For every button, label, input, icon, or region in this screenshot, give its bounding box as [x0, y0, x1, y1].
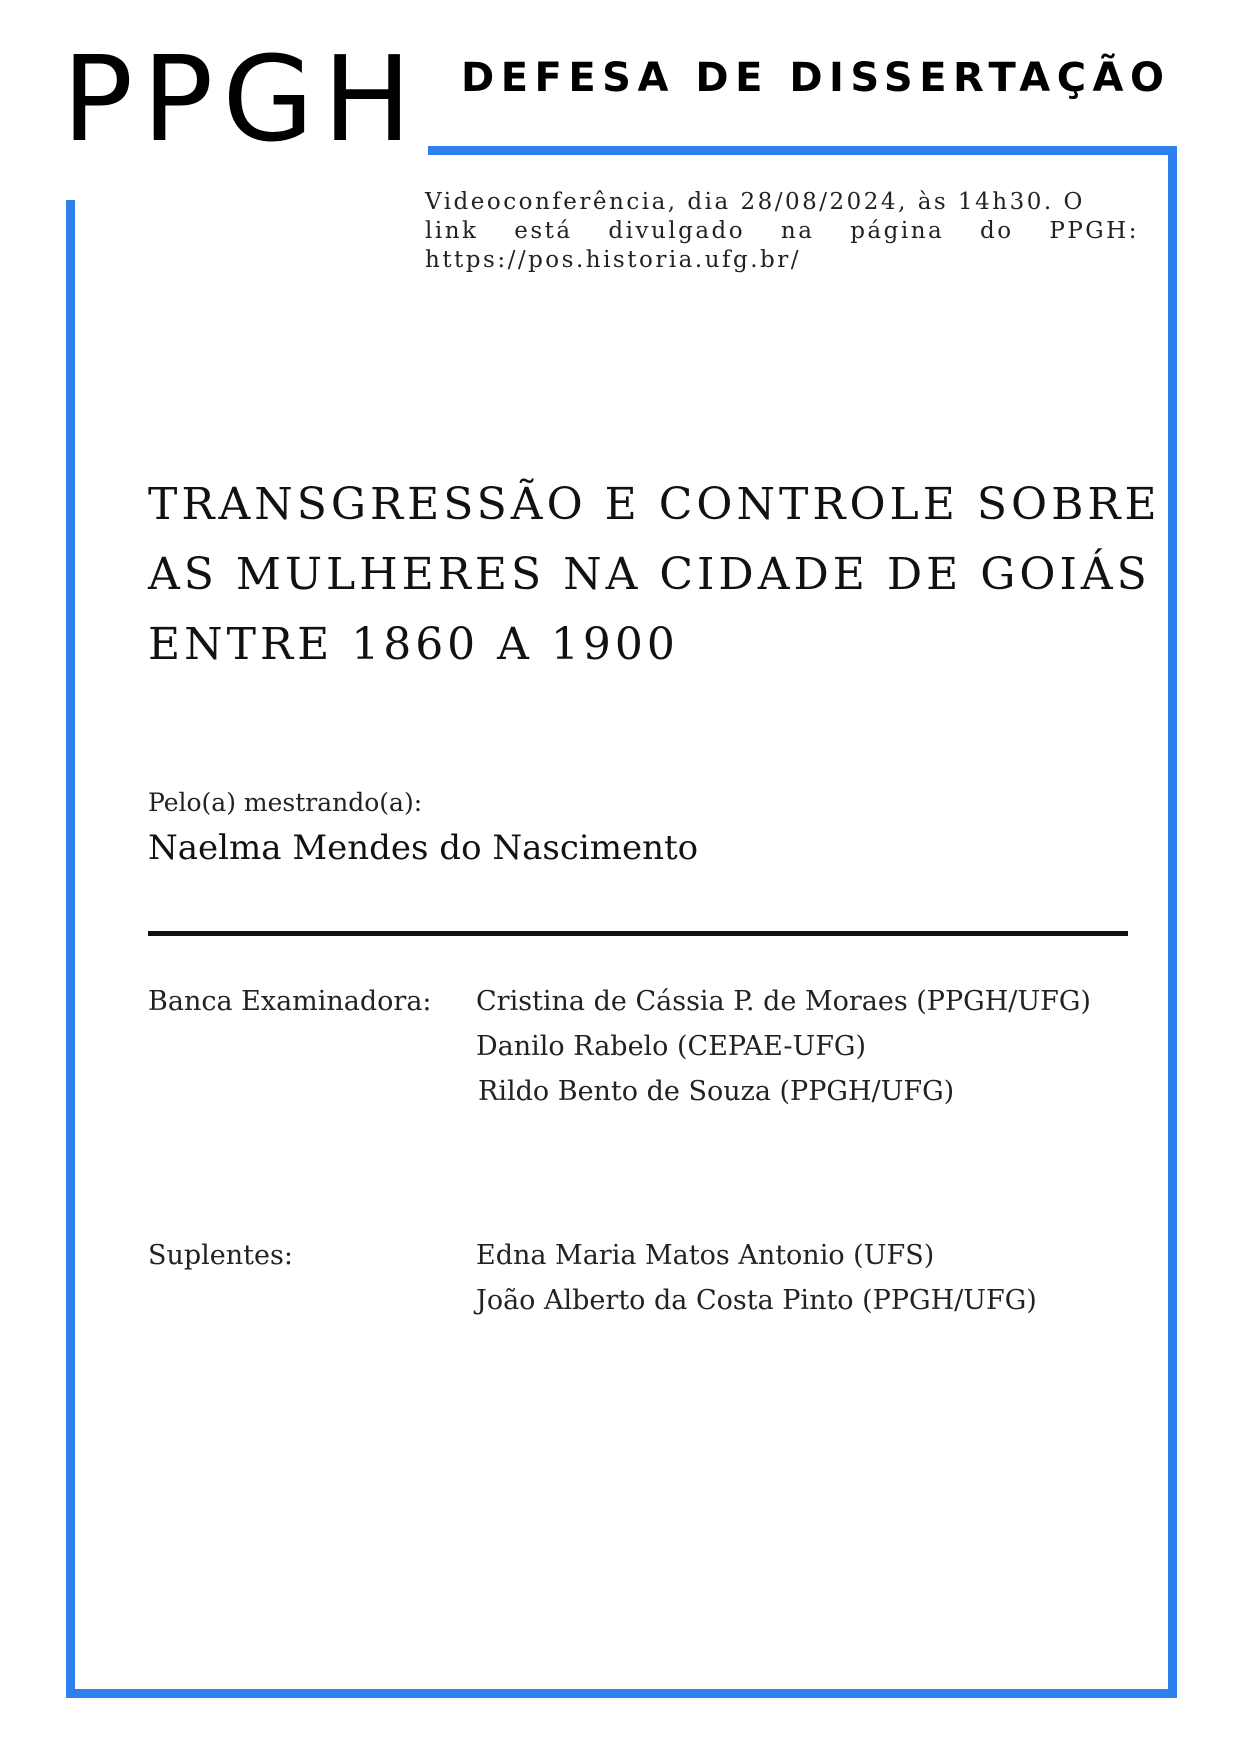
frame-bottom-border	[66, 1689, 1177, 1698]
program-link[interactable]: https://pos.historia.ufg.br/	[425, 247, 802, 273]
suplentes-label: Suplentes:	[148, 1240, 293, 1271]
frame-top-border	[428, 146, 1177, 155]
suplente-member: João Alberto da Costa Pinto (PPGH/UFG)	[476, 1285, 1037, 1316]
banca-member: Danilo Rabelo (CEPAE-UFG)	[476, 1031, 867, 1062]
event-info	[425, 188, 1139, 275]
dissertation-title	[148, 470, 1161, 680]
student-label: Pelo(a) mestrando(a):	[148, 788, 423, 817]
frame-right-border	[1168, 146, 1177, 1698]
event-info-line-1: Videoconferência, dia 28/08/2024, às 14h30. O	[425, 189, 1085, 215]
banca-label: Banca Examinadora:	[148, 986, 432, 1017]
event-info-word: está	[514, 218, 573, 244]
ppgh-logo: PPGH	[62, 30, 421, 168]
section-divider	[148, 931, 1128, 936]
event-info-word: PPGH:	[1049, 218, 1139, 244]
suplente-member: Edna Maria Matos Antonio (UFS)	[476, 1240, 935, 1271]
event-info-word: do	[980, 218, 1014, 244]
title-line: AS MULHERES NA CIDADE DE GOIÁS	[148, 549, 1151, 600]
banca-member: Rildo Bento de Souza (PPGH/UFG)	[478, 1076, 955, 1107]
title-line: ENTRE 1860 A 1900	[148, 619, 679, 670]
poster-heading: DEFESA DE DISSERTAÇÃO	[461, 55, 1171, 101]
frame-left-border	[66, 200, 75, 1698]
student-name: Naelma Mendes do Nascimento	[148, 828, 699, 868]
title-line: TRANSGRESSÃO E CONTROLE SOBRE	[148, 479, 1161, 530]
event-info-line-2	[425, 217, 1139, 246]
event-info-word: divulgado	[608, 218, 746, 244]
event-info-word: página	[850, 218, 945, 244]
event-info-word: link	[425, 218, 479, 244]
banca-member: Cristina de Cássia P. de Moraes (PPGH/UFG)	[476, 986, 1091, 1017]
event-info-word: na	[780, 218, 815, 244]
